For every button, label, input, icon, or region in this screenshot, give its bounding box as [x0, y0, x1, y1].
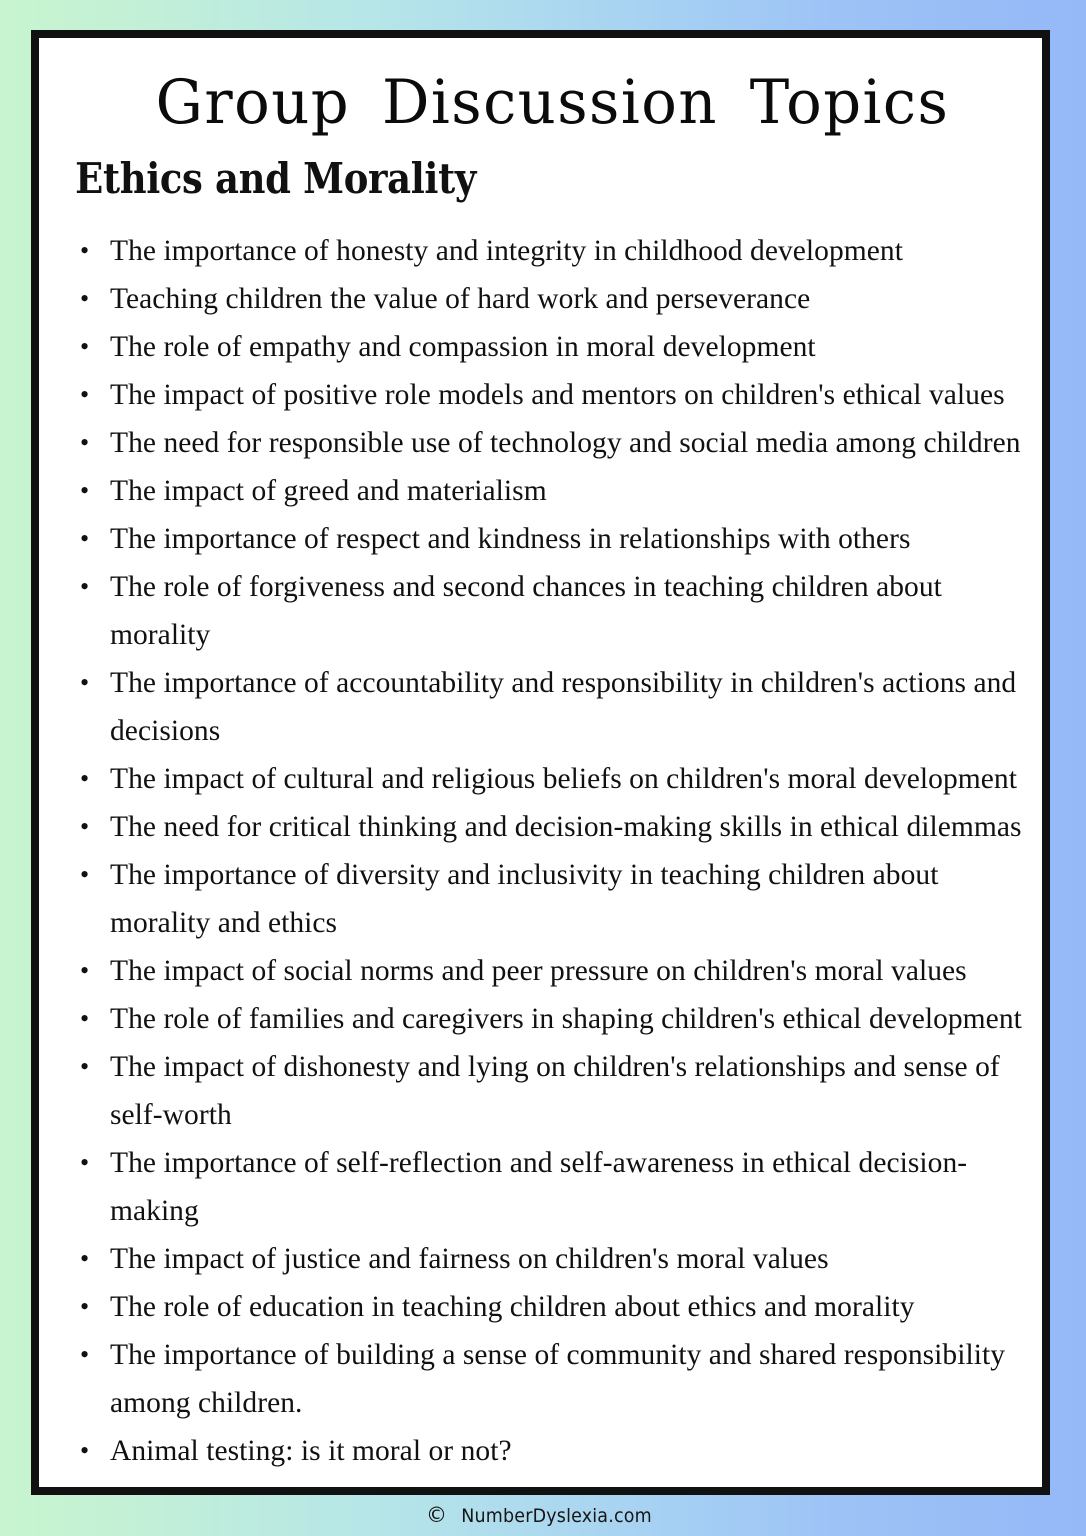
bullet-icon: •: [80, 331, 90, 361]
topic-list: [69, 202, 1036, 1475]
list-item-label: The impact of positive role models and mentors on children's ethical values: [110, 378, 1005, 411]
bullet-icon: •: [80, 379, 90, 409]
list-item: [79, 1283, 1036, 1331]
bullet-icon: •: [80, 523, 90, 553]
poster-card-inner: [39, 38, 1042, 1487]
list-item-label: The role of families and caregivers in shaping children's ethical development: [110, 1002, 1022, 1035]
footer: [0, 1495, 1086, 1536]
list-item: [79, 851, 1036, 947]
list-item: [79, 323, 1036, 371]
list-item-label: The importance of respect and kindness in relationships with others: [110, 522, 911, 555]
bullet-icon: •: [80, 235, 90, 265]
list-item-label: The impact of cultural and religious beliefs on children's moral development: [110, 762, 1017, 795]
list-item-label: The impact of justice and fairness on children's moral values: [110, 1242, 829, 1275]
list-item: [79, 1235, 1036, 1283]
list-item: [79, 1331, 1036, 1427]
list-item-label: The importance of honesty and integrity in childhood development: [110, 234, 903, 267]
bullet-icon: •: [80, 571, 90, 601]
list-item-label: The need for responsible use of technology and social media among children: [110, 426, 1021, 459]
bullet-icon: •: [80, 667, 90, 697]
bullet-icon: •: [80, 475, 90, 505]
list-item: [79, 419, 1036, 467]
list-item-label: The role of forgiveness and second chances in teaching children about morality: [110, 570, 942, 651]
site-credit: NumberDyslexia.com: [461, 1504, 652, 1527]
list-item-label: The role of empathy and compassion in moral development: [110, 330, 816, 363]
list-item: [79, 563, 1036, 659]
page-title: Group Discussion Topics: [155, 67, 950, 138]
list-item: [79, 995, 1036, 1043]
bullet-icon: •: [80, 1003, 90, 1033]
list-item-label: The importance of building a sense of community and shared responsibility among children.: [110, 1338, 1006, 1419]
poster-card: [31, 30, 1050, 1495]
list-item: [79, 1427, 1036, 1475]
bullet-icon: •: [80, 763, 90, 793]
list-item: [79, 515, 1036, 563]
list-item-label: Teaching children the value of hard work and perseverance: [110, 282, 811, 315]
list-item: [79, 275, 1036, 323]
list-item-label: The impact of dishonesty and lying on children's relationships and sense of self-worth: [110, 1050, 1000, 1131]
bullet-icon: •: [80, 859, 90, 889]
section-heading: Ethics and Morality: [75, 154, 476, 204]
list-item: [79, 1139, 1036, 1235]
list-item-label: The importance of accountability and responsibility in children's actions and decisions: [110, 666, 1017, 747]
bullet-icon: •: [80, 1435, 90, 1465]
list-item-label: The impact of social norms and peer pressure on children's moral values: [110, 954, 967, 987]
list-item: [79, 1043, 1036, 1139]
bullet-icon: •: [80, 811, 90, 841]
copyright-icon: ©: [425, 1503, 447, 1527]
list-item: [79, 803, 1036, 851]
list-item-label: The role of education in teaching children about ethics and morality: [110, 1290, 915, 1323]
list-item-label: Animal testing: is it moral or not?: [110, 1434, 512, 1467]
list-item: [79, 227, 1036, 275]
list-item: [79, 467, 1036, 515]
list-item-label: The importance of self-reflection and self-awareness in ethical decision-making: [110, 1146, 968, 1227]
list-item-label: The impact of greed and materialism: [110, 474, 547, 507]
list-item: [79, 947, 1036, 995]
bullet-icon: •: [80, 1147, 90, 1177]
bullet-icon: •: [80, 427, 90, 457]
bullet-icon: •: [80, 955, 90, 985]
bullet-icon: •: [80, 1051, 90, 1081]
bullet-icon: •: [80, 283, 90, 313]
list-item-label: The need for critical thinking and decision-making skills in ethical dilemmas: [110, 810, 1022, 843]
bullet-icon: •: [80, 1291, 90, 1321]
list-item: [79, 755, 1036, 803]
bullet-icon: •: [80, 1243, 90, 1273]
bullet-icon: •: [80, 1339, 90, 1369]
list-item: [79, 371, 1036, 419]
list-item-label: The importance of diversity and inclusivity in teaching children about morality and ethics: [110, 858, 939, 939]
list-item: [79, 659, 1036, 755]
